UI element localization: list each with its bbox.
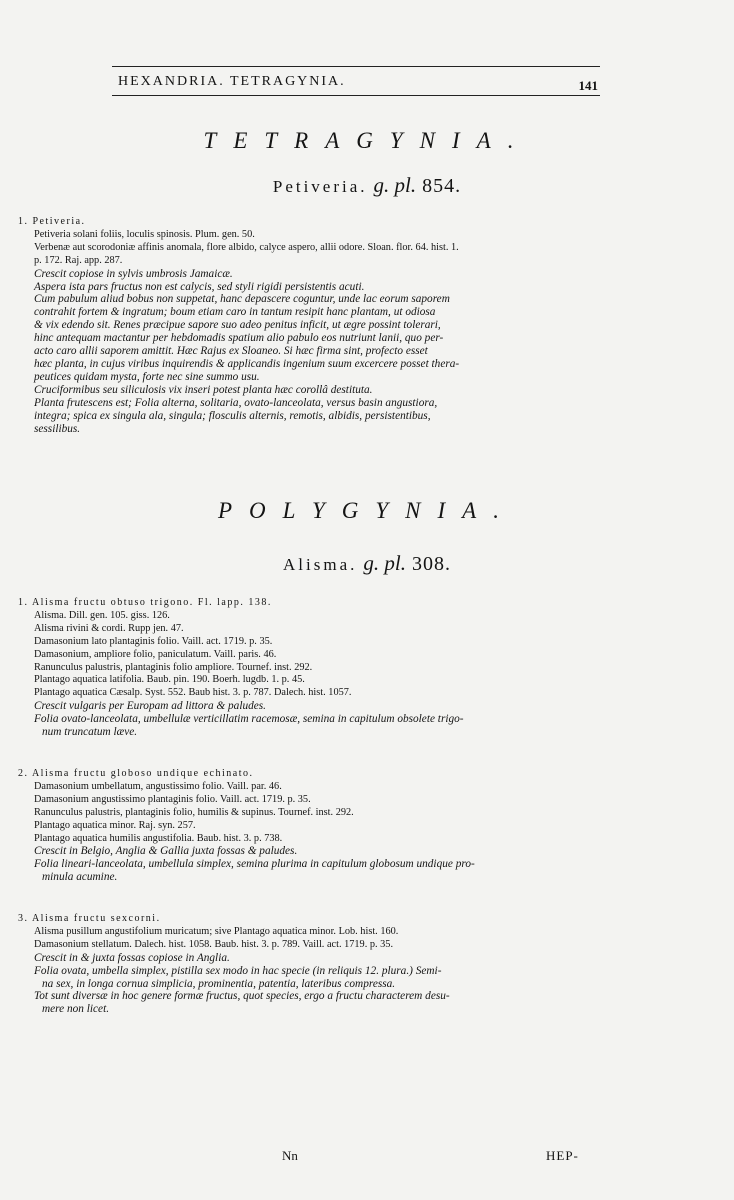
section-title-tetragynia: TETRAGYNIA.	[203, 128, 531, 153]
running-title: HEXANDRIA. TETRAGYNIA.	[118, 74, 346, 89]
note-line: mere non licet.	[42, 1003, 110, 1016]
note-line: Cum pabulum aliud bobus non suppetat, hanc depascere coguntur, unde lac eorum saporem	[34, 293, 450, 306]
note-line: Folia ovata, umbella simplex, pistilla sex modo in hac specie (in reliquis 12. plura.) Semi-	[34, 964, 442, 977]
synonym-line: Damasonium stellatum. Dalech. hist. 1058. Baub. hist. 3. p. 789. Vaill. act. 1719. p. 35.	[34, 938, 394, 950]
entry-lead: 1. Alisma fructu obtuso trigono. Fl. lapp. 138.	[18, 597, 272, 608]
genus-num: 308.	[411, 553, 451, 575]
section-title-polygynia: POLYGYNIA.	[218, 498, 516, 523]
genus-num: 854.	[422, 175, 462, 197]
catchword: HEP-	[546, 1148, 579, 1163]
note-line: na sex, in longa cornua simplicia, prominentia, patentia, lateribus compressa.	[42, 977, 396, 990]
signature-mark: Nn	[282, 1148, 298, 1163]
entry-lead: 2. Alisma fructu globoso undique echinato.	[18, 768, 254, 779]
note-line: integra; spica ex singula ala, singula; flosculis alternis, remotis, albidis, persistentibus,	[34, 409, 431, 422]
note-line: Crescit in Belgio, Anglia & Gallia juxta fossas & paludes.	[34, 845, 298, 858]
synonym-line: Ranunculus palustris, plantaginis folio, humilis & supinus. Tournef. inst. 292.	[34, 806, 354, 818]
synonym-line: Plantago aquatica humilis angustifolia. Baub. hist. 3. p. 738.	[34, 832, 283, 844]
note-line: Crescit vulgaris per Europam ad littora & paludes.	[34, 700, 266, 713]
entry-lead: 1. Petiveria.	[18, 216, 86, 227]
synonym-line: Verbenæ aut scorodoniæ affinis anomala, flore albido, calyce aspero, allii odore. Sloan. flor. 64. hist. 1.	[34, 241, 459, 253]
species-entry-petiveria-1	[18, 216, 608, 435]
genus-ref: g. pl.	[373, 173, 417, 197]
synonym-line: Damasonium umbellatum, angustissimo folio. Vaill. par. 46.	[34, 780, 282, 792]
note-line: Crescit copiose in sylvis umbrosis Jamaicæ.	[34, 267, 233, 280]
synonym-line: Damasonium lato plantaginis folio. Vaill. act. 1719. p. 35.	[34, 635, 273, 647]
synonym-line: Plantago aquatica latifolia. Baub. pin. 190. Boerh. lugdb. 1. p. 45.	[34, 674, 305, 686]
note-line: num truncatum læve.	[42, 726, 138, 739]
genus-name: Petiveria.	[272, 177, 368, 196]
synonym-line: Ranunculus palustris, plantaginis folio ampliore. Tournef. inst. 292.	[34, 661, 313, 673]
note-line: Cruciformibus seu siliculosis vix inseri potest planta hæc corollâ destituta.	[34, 383, 373, 396]
note-line: Aspera ista pars fructus non est calycis, sed styli rigidi persistentis acuti.	[34, 280, 365, 293]
note-line: acto caro allii saporem amittit. Hæc Rajus ex Sloaneo. Si hæc firma sint, profecto esset	[34, 345, 428, 358]
synonym-line: Damasonium, ampliore folio, paniculatum. Vaill. paris. 46.	[34, 648, 277, 660]
note-line: Planta frutescens est; Folia alterna, solitaria, ovato-lanceolata, versus basin angustiora,	[34, 396, 438, 409]
note-line: minula acumine.	[42, 871, 118, 884]
synonym-line: Alisma pusillum angustifolium muricatum; sive Plantago aquatica minor. Lob. hist. 160.	[34, 925, 399, 937]
synonym-line: Damasonium angustissimo plantaginis folio. Vaill. act. 1719. p. 35.	[34, 793, 311, 805]
note-line: sessilibus.	[34, 422, 81, 435]
note-line: & vix edendo sit. Renes præcipue sapore suo adeo penitus inficit, ut ægre possint tolerari,	[34, 319, 441, 332]
note-line: hæc planta, in cujus viribus inquirendis & applicandis ingenium suum excercere posset thera-	[34, 357, 460, 370]
synonym-line: Plantago aquatica Cæsalp. Syst. 552. Baub hist. 3. p. 787. Dalech. hist. 1057.	[34, 687, 352, 699]
genus-title-petiveria	[0, 173, 734, 198]
genus-ref: g. pl.	[363, 551, 406, 575]
note-line: contrahit fortem & ingratum; boum etiam caro in tantum resipit hanc plantam, ut odiosa	[34, 306, 436, 319]
species-entry-alisma-2	[18, 768, 608, 884]
top-rule	[112, 66, 600, 67]
genus-name: Alisma.	[283, 555, 358, 574]
synonym-line: Alisma. Dill. gen. 105. giss. 126.	[34, 609, 170, 621]
species-entry-alisma-1	[18, 597, 608, 739]
note-line: hinc antequam mactantur per hebdomadis spatium alio pabulo eos nutriunt lanii, quo per-	[34, 332, 444, 345]
header-rule	[112, 95, 600, 96]
note-line: Tot sunt diversæ in hoc genere formæ fructus, quot species, ergo a fructu characterem desu-	[34, 990, 450, 1003]
synonym-line: p. 172. Raj. app. 287.	[34, 254, 123, 266]
note-line: Crescit in & juxta fossas copiose in Anglia.	[34, 951, 230, 964]
species-entry-alisma-3	[18, 913, 608, 1016]
synonym-line: Plantago aquatica minor. Raj. syn. 257.	[34, 819, 196, 831]
page-number: 141	[578, 78, 598, 93]
synonym-line: Petiveria solani foliis, loculis spinosis. Plum. gen. 50.	[34, 228, 255, 240]
synonym-line: Alisma rivini & cordi. Rupp jen. 47.	[34, 622, 184, 634]
entry-lead: 3. Alisma fructu sexcorni.	[18, 913, 161, 924]
note-line: peutices quidam mysta, forte nec sine summo usu.	[34, 370, 260, 383]
note-line: Folia lineari-lanceolata, umbellula simplex, semina plurima in capitulum globosum undique pro-	[34, 858, 475, 871]
genus-title-alisma	[0, 551, 734, 576]
note-line: Folia ovato-lanceolata, umbellulæ verticillatim racemosæ, semina in capitulum obsolete trigo-	[34, 713, 464, 726]
